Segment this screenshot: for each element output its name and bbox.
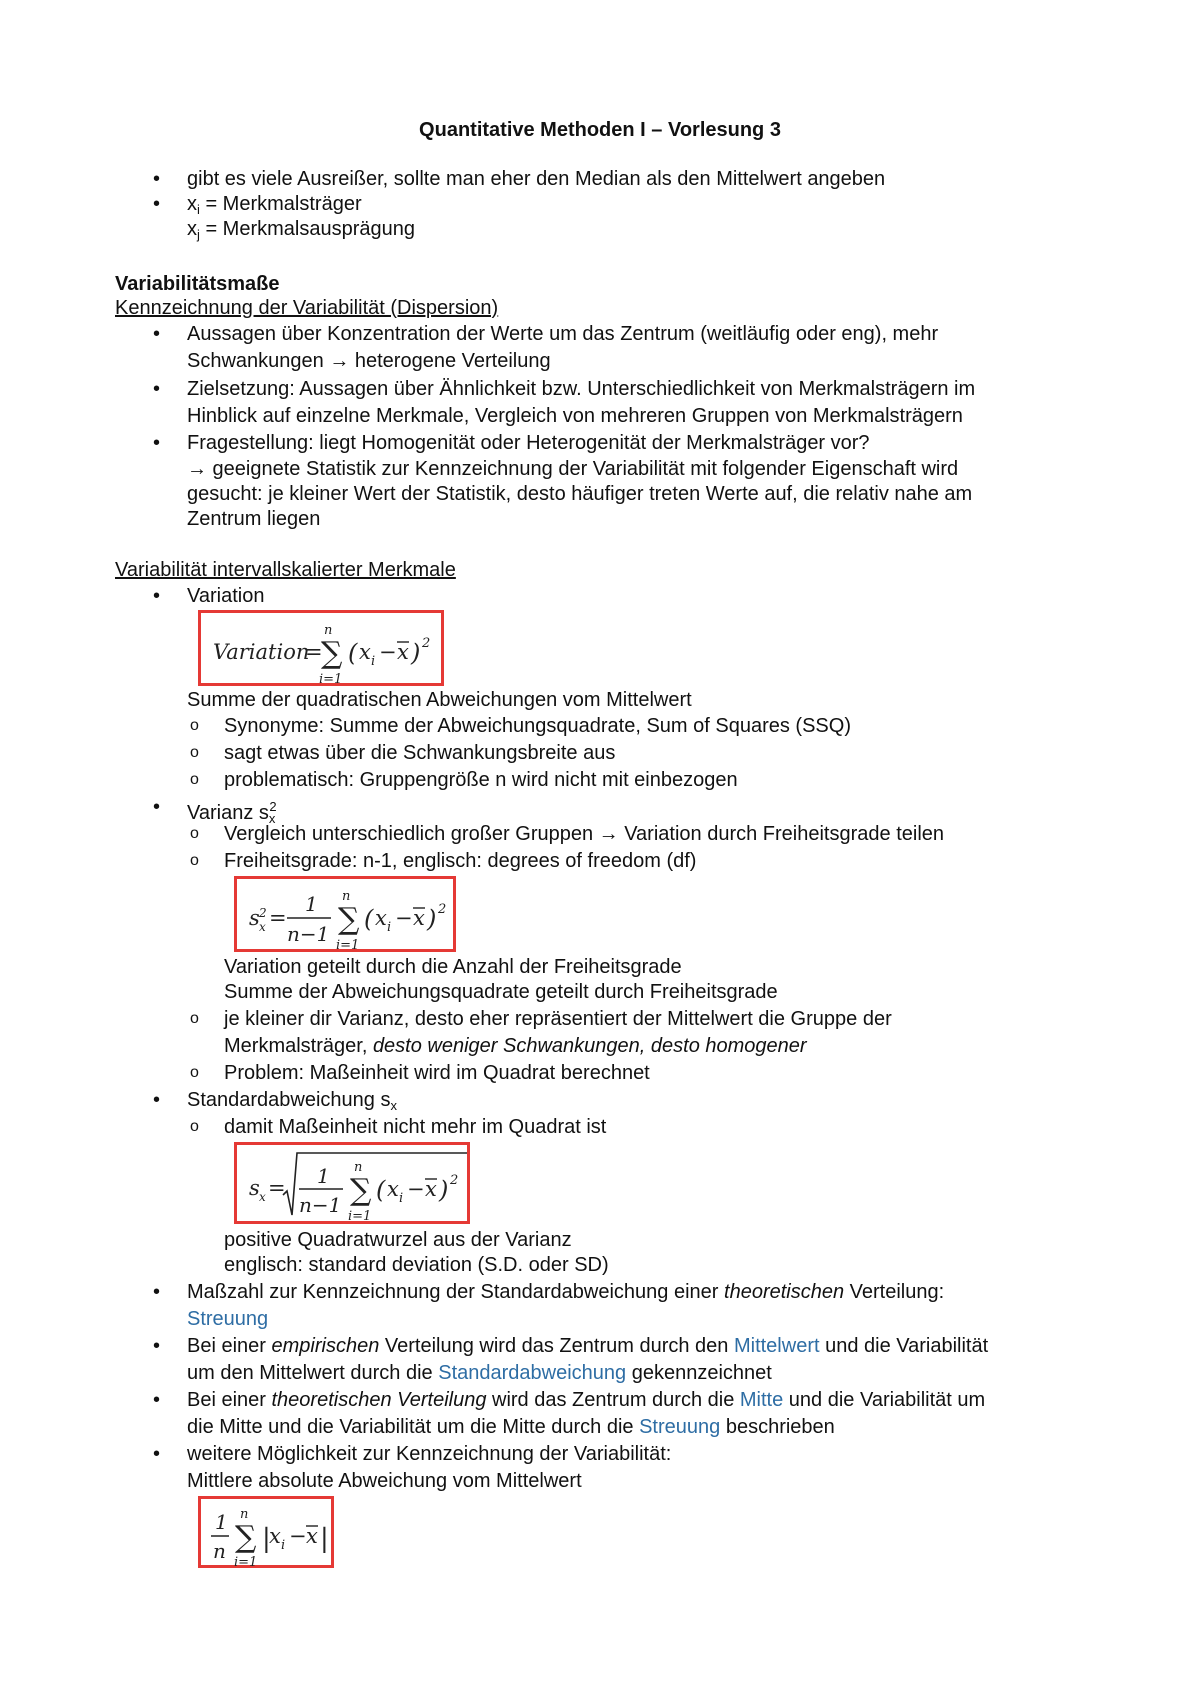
sum-sigma: ∑ <box>350 1173 372 1208</box>
term-square: 2 <box>422 636 431 651</box>
term-streuung: Streuung <box>639 1416 721 1438</box>
section-heading: Variabilitätsmaße <box>115 273 280 295</box>
page-title: Quantitative Methoden I – Vorlesung 3 <box>419 119 781 141</box>
paren-open: ( <box>364 905 374 933</box>
s1-bullet-3-line-4: Zentrum liegen <box>187 508 321 530</box>
std-formula <box>234 1142 470 1224</box>
bullet-glyph: • <box>153 1335 161 1357</box>
frac-num: 1 <box>317 1164 330 1188</box>
bullet-glyph: • <box>153 585 161 607</box>
empirisch-italic: empirischen <box>271 1335 380 1357</box>
variation-desc: Summe der quadratischen Abweichungen vom Mittelwert <box>187 689 692 711</box>
varianz-sub-3-line-2 <box>224 1034 807 1058</box>
std-desc-1: positive Quadratwurzel aus der Varianz <box>224 1229 572 1251</box>
term-i: i <box>399 1191 404 1206</box>
varianz-sub-3-text: Merkmalsträger, <box>224 1035 373 1057</box>
term-mittelwert: Mittelwert <box>733 1335 820 1357</box>
sum-lower: i=1 <box>234 1555 258 1570</box>
formula-equals: = <box>269 906 287 930</box>
varianz-sub-3-line-1: je kleiner dir Varianz, desto eher repräsentiert der Mittelwert die Gruppe der <box>224 1008 892 1030</box>
varianz-desc-2: Summe der Abweichungsquadrate geteilt durch Freiheitsgrade <box>224 981 778 1003</box>
term-i: i <box>387 920 392 935</box>
varianz-sub-4: Problem: Maßeinheit wird im Quadrat berechnet <box>224 1062 650 1084</box>
variation-sub-2: sagt etwas über die Schwankungsbreite aus <box>224 742 616 764</box>
sub-bullet-glyph: o <box>190 771 199 788</box>
s1-bullet-3-line-3: gesucht: je kleiner Wert der Statistik, desto häufiger treten Werte auf, die relativ nahe am <box>187 483 973 505</box>
theoretisch-text-3: und die Variabilität um <box>783 1389 986 1411</box>
empirisch-line-1 <box>187 1334 988 1358</box>
masszahl-italic: theoretischen <box>724 1281 845 1303</box>
bullet-glyph: • <box>153 378 161 400</box>
varianz-desc-1: Variation geteilt durch die Anzahl der Freiheitsgrade <box>224 956 682 978</box>
masszahl-text-end: Verteilung: <box>844 1281 945 1303</box>
empirisch-line-2 <box>187 1361 772 1385</box>
term-x: x <box>387 1177 399 1201</box>
variation-formula <box>198 610 444 686</box>
term-x: x <box>269 1524 281 1548</box>
term-i: i <box>371 654 376 669</box>
bullet-glyph: • <box>153 193 161 215</box>
intro-bullet-2b-text: = Merkmalsausprägung <box>199 218 415 240</box>
sub-bullet-glyph: o <box>190 1118 199 1135</box>
paren-close: ) <box>411 639 421 667</box>
s1-bullet-1-line-2: Schwankungen → heterogene Verteilung <box>187 350 551 372</box>
sum-lower: i=1 <box>336 938 360 953</box>
s1-bullet-1-line-1: Aussagen über Konzentration der Werte um das Zentrum (weitläufig oder eng), mehr <box>187 323 939 345</box>
formula-s-sub: x <box>259 920 266 934</box>
theoretisch-line-2 <box>187 1415 835 1439</box>
masszahl-line-1 <box>187 1280 944 1304</box>
abs-close: | <box>320 1524 329 1554</box>
var-sub: i <box>197 202 200 217</box>
bullet-glyph: • <box>153 432 161 454</box>
paren-close: ) <box>427 905 437 933</box>
intro-bullet-2b <box>187 217 415 247</box>
var-sub: j <box>197 227 200 242</box>
varianz-sub-3-italic: desto weniger Schwankungen, desto homogener <box>372 1035 807 1057</box>
term-x: x <box>359 640 371 664</box>
weitere-line-2: Mittlere absolute Abweichung vom Mittelwert <box>187 1470 582 1492</box>
sub-bullet-glyph: o <box>190 1010 199 1027</box>
sum-upper: n <box>240 1507 249 1522</box>
std-label-text: Standardabweichung s <box>187 1089 391 1111</box>
formula-s: s <box>249 906 260 930</box>
theoretisch-text-5: beschrieben <box>720 1416 835 1438</box>
sub-bullet-glyph: o <box>190 717 199 734</box>
sum-lower: i=1 <box>348 1209 372 1224</box>
sum-sigma: ∑ <box>321 636 343 671</box>
term-i: i <box>281 1538 286 1553</box>
term-mitte: Mitte <box>739 1389 784 1411</box>
section-subheading: Variabilität intervallskalierter Merkmale <box>115 559 456 581</box>
empirisch-text-2: Verteilung wird das Zentrum durch den <box>379 1335 734 1357</box>
theoretisch-line-1 <box>187 1388 985 1412</box>
s1-bullet-2-line-2: Hinblick auf einzelne Merkmale, Vergleich von mehreren Gruppen von Merkmalsträgern <box>187 405 963 427</box>
sum-sigma: ∑ <box>338 902 360 937</box>
theoretisch-text-2: wird das Zentrum durch die <box>486 1389 740 1411</box>
paren-close: ) <box>439 1176 449 1204</box>
paren-open: ( <box>348 639 358 667</box>
formula-s-sub: x <box>259 1190 266 1204</box>
varianz-label-sub: x <box>268 811 276 826</box>
frac-num: 1 <box>215 1510 228 1534</box>
variation-sub-1: Synonyme: Summe der Abweichungsquadrate, Sum of Squares (SSQ) <box>224 715 851 737</box>
variation-sub-3: problematisch: Gruppengröße n wird nicht mit einbezogen <box>224 769 738 791</box>
intro-bullet-1: gibt es viele Ausreißer, sollte man eher den Median als den Mittelwert angeben <box>187 168 886 190</box>
term-xbar: x <box>425 1177 437 1201</box>
theoretisch-text: Bei einer <box>187 1389 272 1411</box>
term-xbar: x <box>306 1524 318 1548</box>
term-x: x <box>375 906 387 930</box>
variation-label: Variation <box>187 585 265 607</box>
s1-bullet-3-line-1: Fragestellung: liegt Homogenität oder Heterogenität der Merkmalsträger vor? <box>187 432 870 454</box>
term-minus: − <box>395 906 413 930</box>
sum-sigma: ∑ <box>235 1520 257 1555</box>
formula-lhs: Variation <box>213 640 310 664</box>
std-sub-1: damit Maßeinheit nicht mehr im Quadrat ist <box>224 1116 607 1138</box>
std-label-sub: x <box>390 1098 397 1113</box>
theoretisch-italic: theoretischen Verteilung <box>271 1389 487 1411</box>
masszahl-term-streuung: Streuung <box>187 1308 269 1330</box>
masszahl-text: Maßzahl zur Kennzeichnung der Standardabweichung einer <box>187 1281 725 1303</box>
intro-bullet-2-text: = Merkmalsträger <box>199 193 362 215</box>
term-xbar: x <box>397 640 409 664</box>
term-square: 2 <box>450 1173 459 1188</box>
formula-s: s <box>249 1176 260 1200</box>
varianz-label-text: Varianz s <box>187 802 269 824</box>
sum-upper: n <box>342 889 351 904</box>
empirisch-text-3: und die Variabilität <box>819 1335 989 1357</box>
term-square: 2 <box>438 902 447 917</box>
term-xbar: x <box>413 906 425 930</box>
bullet-glyph: • <box>153 1089 161 1111</box>
bullet-glyph: • <box>153 168 161 190</box>
term-minus: − <box>407 1177 425 1201</box>
formula-equals: = <box>305 640 323 664</box>
frac-num: 1 <box>305 892 318 916</box>
s1-bullet-2-line-1: Zielsetzung: Aussagen über Ähnlichkeit bzw. Unterschiedlichkeit von Merkmalsträgern im <box>187 378 976 400</box>
bullet-glyph: • <box>153 1281 161 1303</box>
std-label <box>187 1088 397 1118</box>
varianz-formula <box>234 876 456 952</box>
varianz-sub-1: Vergleich unterschiedlich großer Gruppen → Variation durch Freiheitsgrade teilen <box>224 823 945 845</box>
sum-upper: n <box>354 1160 363 1175</box>
paren-open: ( <box>376 1176 386 1204</box>
bullet-glyph: • <box>153 1443 161 1465</box>
term-minus: − <box>289 1524 307 1548</box>
empirisch-text-4: um den Mittelwert durch die <box>187 1362 439 1384</box>
mad-formula <box>198 1496 334 1568</box>
sum-lower: i=1 <box>319 672 343 687</box>
abs-open: | <box>262 1524 271 1554</box>
term-standardabweichung: Standardabweichung <box>438 1362 627 1384</box>
formula-s-sup: 2 <box>259 906 267 920</box>
varianz-label-sup: 2 <box>269 799 277 814</box>
sub-bullet-glyph: o <box>190 852 199 869</box>
std-desc-2: englisch: standard deviation (S.D. oder SD) <box>224 1254 609 1276</box>
bullet-glyph: • <box>153 323 161 345</box>
var-x: x <box>187 193 197 215</box>
frac-den: n−1 <box>299 1193 342 1217</box>
theoretisch-text-4: die Mitte und die Variabilität um die Mitte durch die <box>187 1416 640 1438</box>
empirisch-text: Bei einer <box>187 1335 272 1357</box>
weitere-line-1: weitere Möglichkeit zur Kennzeichnung der Variabilität: <box>187 1443 672 1465</box>
term-minus: − <box>379 640 397 664</box>
sum-upper: n <box>324 623 333 638</box>
formula-equals: = <box>268 1176 286 1200</box>
sub-bullet-glyph: o <box>190 1064 199 1081</box>
empirisch-text-5: gekennzeichnet <box>626 1362 772 1384</box>
frac-den: n−1 <box>287 922 330 946</box>
frac-den: n <box>213 1539 226 1563</box>
bullet-glyph: • <box>153 1389 161 1411</box>
sub-bullet-glyph: o <box>190 825 199 842</box>
sub-bullet-glyph: o <box>190 744 199 761</box>
s1-bullet-3-line-2: → geeignete Statistik zur Kennzeichnung der Variabilität mit folgender Eigenschaft wird <box>187 458 959 480</box>
bullet-glyph: • <box>153 796 161 818</box>
var-x: x <box>187 218 197 240</box>
section-subheading: Kennzeichnung der Variabilität (Dispersion) <box>115 297 499 319</box>
varianz-sub-2: Freiheitsgrade: n-1, englisch: degrees of freedom (df) <box>224 850 697 872</box>
